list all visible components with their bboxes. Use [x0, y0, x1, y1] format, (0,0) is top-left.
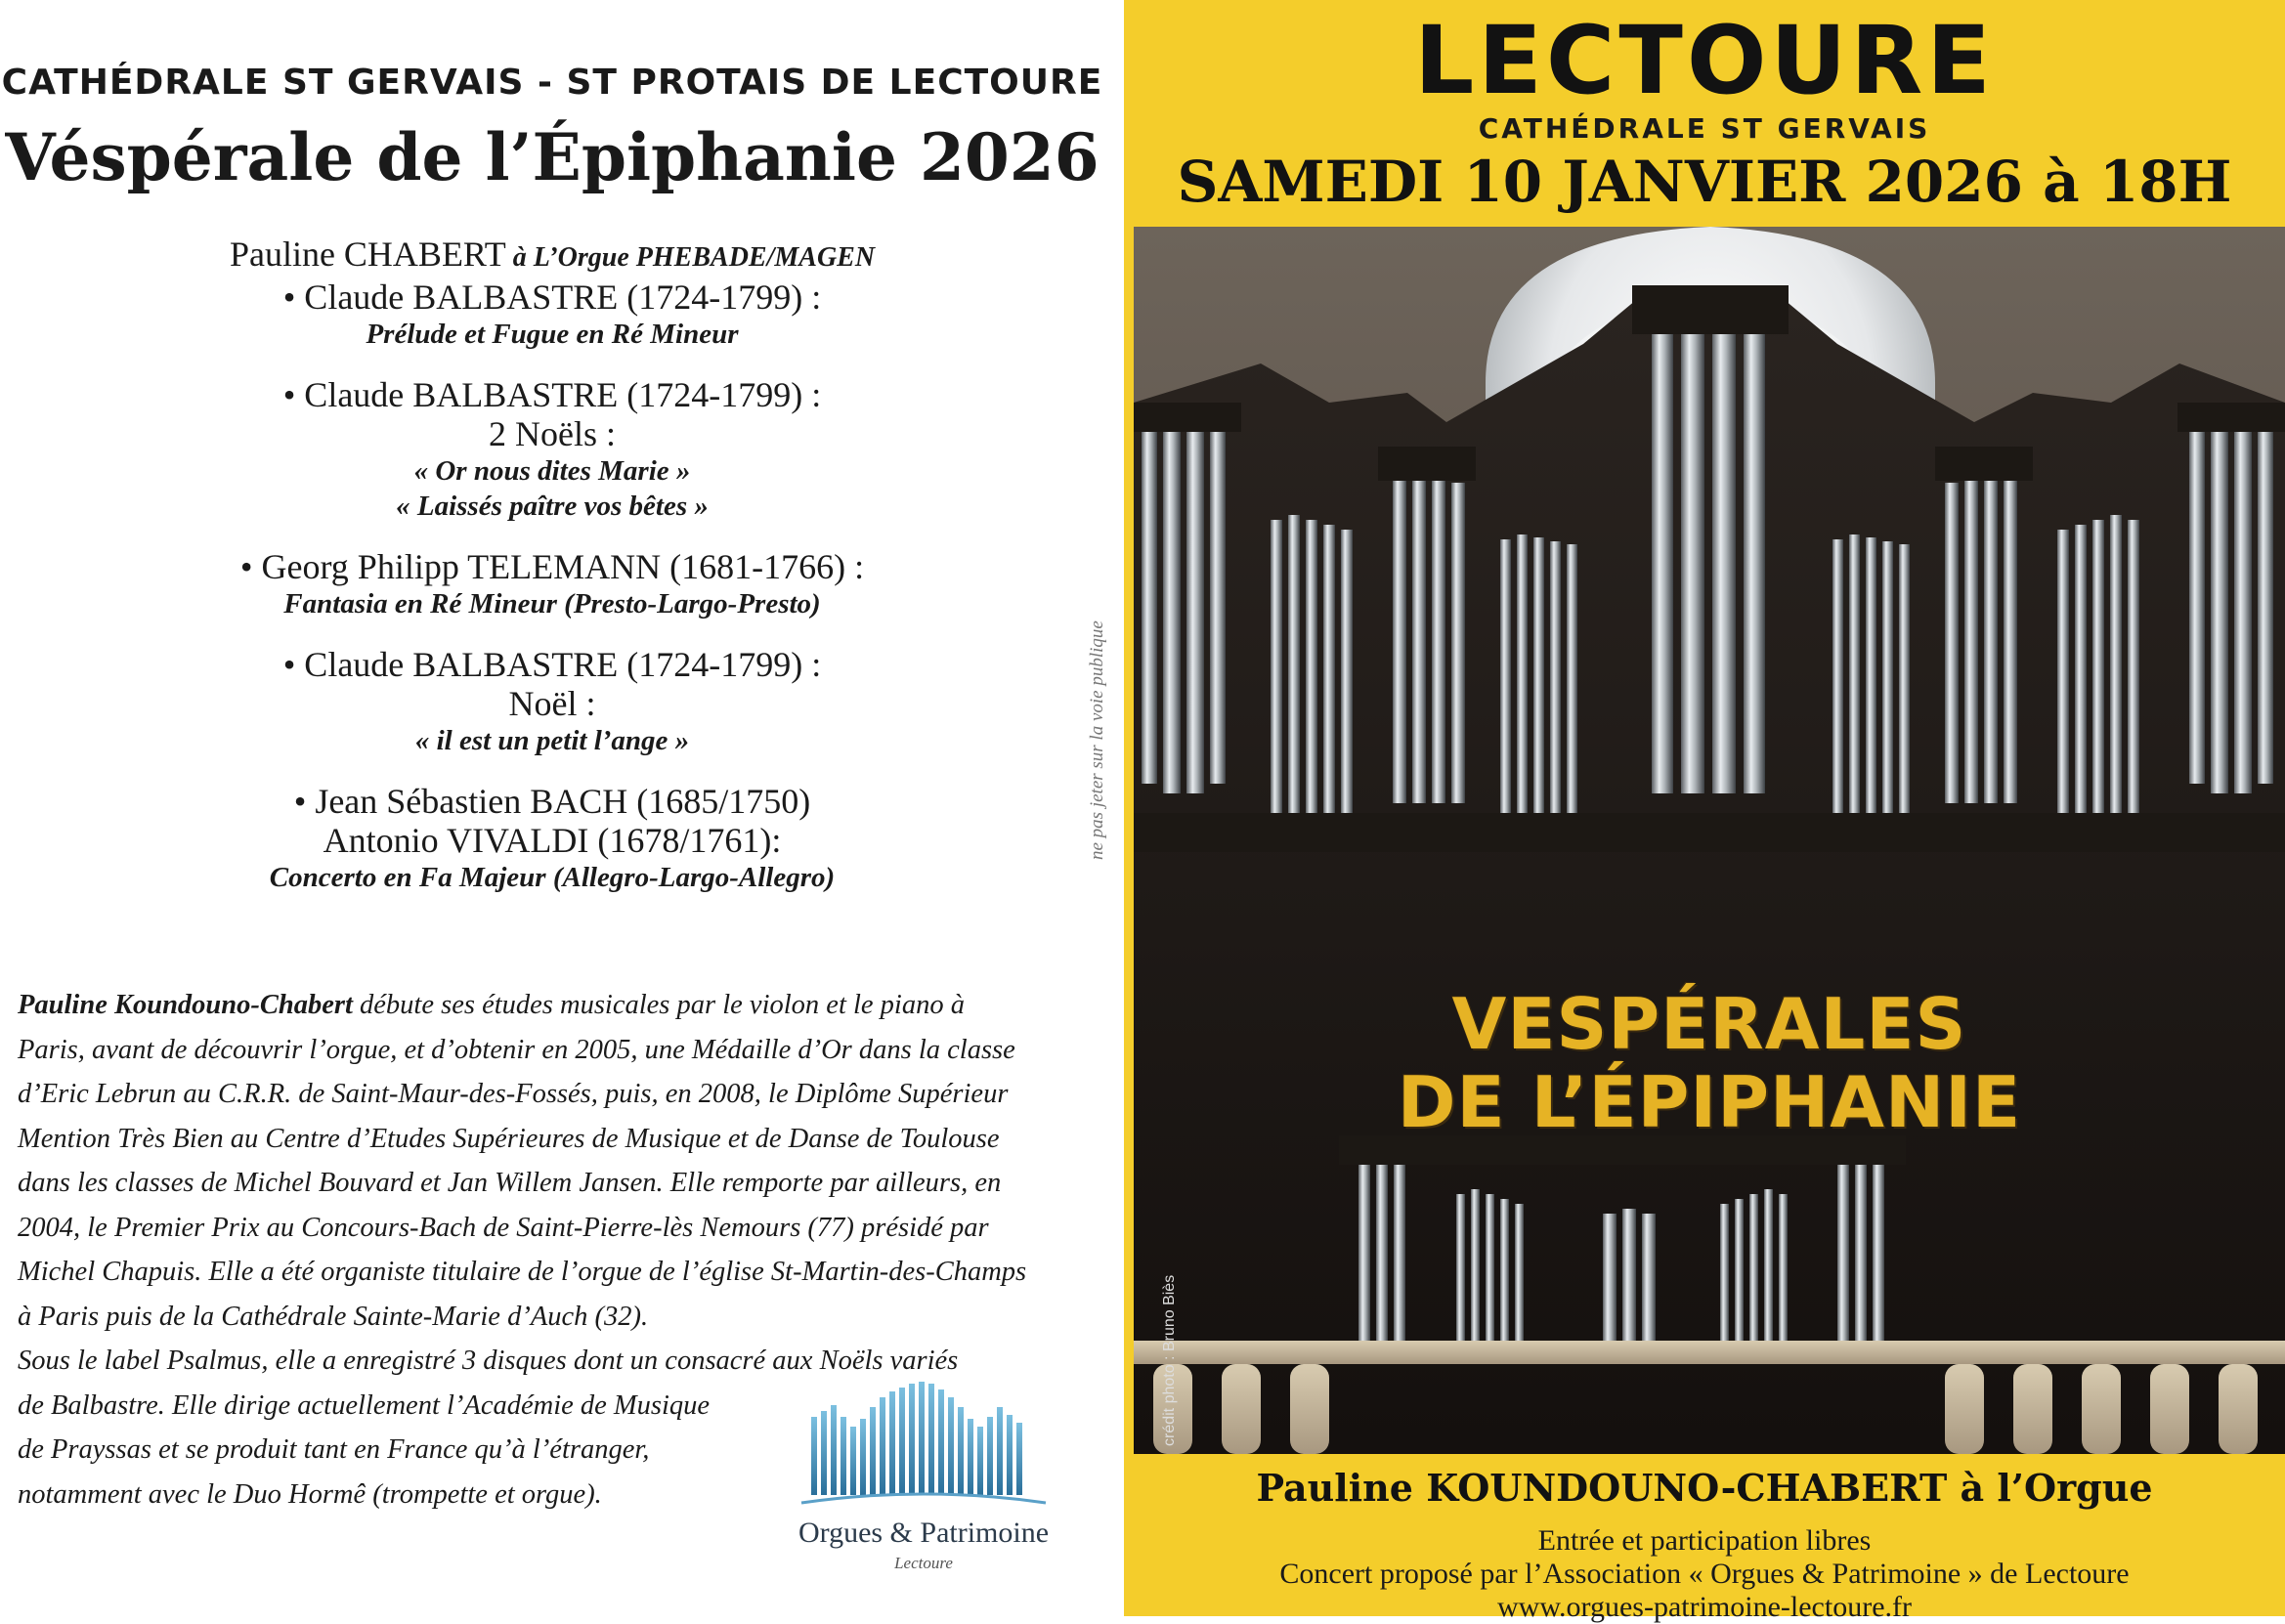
- side-note: ne pas jeter sur la voie publique: [1087, 620, 1107, 860]
- performer-biography: Pauline Koundouno-Chabert débute ses études musicales par le violon et le piano à Paris, avant de découvrir l’orgue, et d’obtenir en 2005, une Médaille d’Or dans la classe d’Eric Lebrun au C.R.R. de Saint-Maur-des-Fossés, puis, en 2008, le Diplôme Supérieur Mention Très Bien au Centre d’Etudes Supérieures de Musique et de Danse de Toulouse dans les classes de Michel Bouvard et Jan Willem Jansen. Elle remporte par ailleurs, en 2004, le Premier Prix au Concours-Bach de Saint-Pierre-lès Nemours (77) présidé par Michel Chapuis. Elle a été organiste titulaire de l’orgue de l’église St-Martin-des-Champs à Paris puis de la Cathédrale Sainte-Marie d’Auch (32). Sous le label Psalmus, elle a enregistré 3 disques dont un consacré aux Noëls variés de Balbastre. Elle dirige actuellement l’Académie de Musique de Prayssas et se produit tant en France qu’à l’étranger, notamment avec le Duo Hormê (trompette et orgue).: [18, 990, 1027, 1510]
- logo-name: Orgues & Patrimoine: [798, 1517, 1050, 1549]
- poster-date: SAMEDI 10 JANVIER 2026 à 18H: [1177, 149, 2232, 215]
- event-title: VESPÉRALES DE L’ÉPIPHANIE: [1397, 983, 2022, 1143]
- program-page: [0, 0, 1124, 1616]
- bio-name: Pauline Koundouno-Chabert: [18, 990, 353, 1020]
- program-item: • Claude BALBASTRE (1724-1799) : 2 Noëls : « Or nous dites Marie » « Laissés paître vos bêtes »: [282, 375, 822, 522]
- program-item: • Claude BALBASTRE (1724-1799) : Noël : « il est un petit l’ange »: [282, 645, 822, 756]
- program-item: • Georg Philipp TELEMANN (1681-1766) : Fantasia en Ré Mineur (Presto-Largo-Presto): [239, 547, 865, 620]
- program-item: • Jean Sébastien BACH (1685/1750) Antonio VIVALDI (1678/1761): Concerto en Fa Majeur (Allegro-Largo-Allegro): [269, 782, 836, 893]
- organ-pipes-logo-icon: [782, 1378, 1065, 1515]
- photo-credit: crédit photo : Bruno Biès: [1161, 1274, 1178, 1446]
- cathedral-title: CATHÉDRALE ST GERVAIS - ST PROTAIS DE LECTOURE: [1, 63, 1103, 103]
- main-title: Véspérale de l’Épiphanie 2026: [5, 119, 1099, 195]
- concert-program: [127, 235, 977, 919]
- poster-cathedral: CATHÉDRALE ST GERVAIS: [1478, 112, 1931, 145]
- program-item: • Claude BALBASTRE (1724-1799) : Prélude et Fugue en Ré Mineur: [282, 278, 822, 350]
- orgues-patrimoine-logo: [782, 1378, 1065, 1573]
- website-link[interactable]: www.orgues-patrimoine-lectoure.fr: [1496, 1591, 1912, 1623]
- logo-subtitle: Lectoure: [894, 1554, 953, 1572]
- poster-info: Entrée et participation libres Concert proposé par l’Association « Orgues & Patrimoine » de Lectoure www.orgues-patrimoine-lectoure.fr: [1124, 1524, 2285, 1624]
- performer-line: [127, 235, 977, 278]
- poster-town: LECTOURE: [1414, 6, 1995, 115]
- performer-instrument: à L’Orgue PHEBADE/MAGEN: [505, 242, 876, 273]
- poster-performer: Pauline KOUNDOUNO-CHABERT à l’Orgue: [1256, 1466, 2153, 1510]
- organ-photo: [1134, 227, 2285, 1454]
- performer-name: Pauline CHABERT: [229, 235, 506, 274]
